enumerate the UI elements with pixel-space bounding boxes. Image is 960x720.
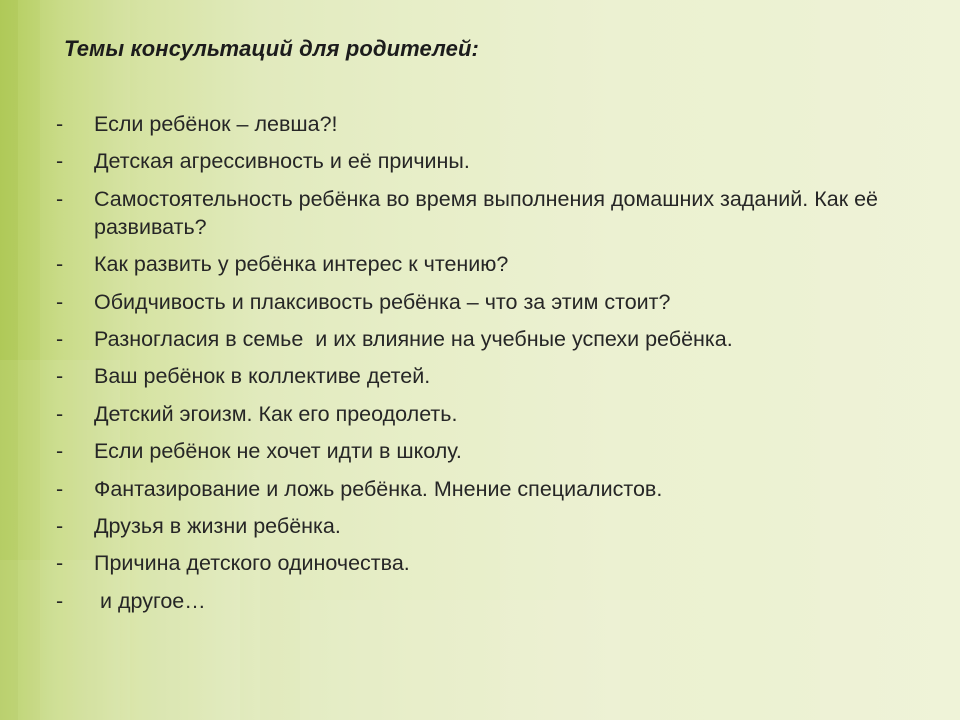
topic-text: Разногласия в семье и их влияние на учебные успехи ребёнка. (94, 326, 733, 351)
topic-text: Если ребёнок не хочет идти в школу. (94, 439, 462, 464)
topic-item (56, 512, 916, 540)
topic-text: Ваш ребёнок в коллективе детей. (94, 364, 431, 389)
topic-text: и другое… (94, 588, 206, 613)
topic-text: Фантазирование и ложь ребёнка. Мнение специалистов. (94, 476, 663, 501)
topic-item (56, 185, 916, 241)
topic-item (56, 362, 916, 390)
bullet-marker: - (56, 588, 64, 613)
bullet-marker: - (56, 149, 64, 174)
bullet-marker: - (56, 252, 64, 277)
bullet-marker: - (56, 476, 64, 501)
bullet-marker: - (56, 112, 64, 136)
topic-item (56, 110, 916, 138)
slide-title: Темы консультаций для родителей: (64, 36, 479, 61)
topic-item (56, 147, 916, 175)
topic-item (56, 250, 916, 278)
bullet-marker: - (56, 439, 64, 464)
topic-text: Причина детского одиночества. (94, 551, 410, 576)
topic-item (56, 475, 916, 503)
bullet-marker: - (56, 186, 64, 211)
topic-text: Если ребёнок – левша?! (94, 112, 338, 136)
topic-list (56, 110, 916, 624)
bullet-marker: - (56, 326, 64, 351)
topic-item (56, 587, 916, 615)
bullet-marker: - (56, 364, 64, 389)
topic-text: Обидчивость и плаксивость ребёнка – что за этим стоит? (94, 289, 671, 314)
bullet-marker: - (56, 289, 64, 314)
topic-item (56, 549, 916, 577)
topic-item (56, 400, 916, 428)
topic-text: Самостоятельность ребёнка во время выполнения домашних заданий. Как её развивать? (94, 186, 884, 239)
bullet-marker: - (56, 513, 64, 538)
bullet-marker: - (56, 551, 64, 576)
bullet-marker: - (56, 401, 64, 426)
topic-text: Друзья в жизни ребёнка. (94, 513, 341, 538)
topic-text: Как развить у ребёнка интерес к чтению? (94, 252, 509, 277)
topic-item (56, 437, 916, 465)
topic-item (56, 325, 916, 353)
topic-text: Детский эгоизм. Как его преодолеть. (94, 401, 458, 426)
topic-item (56, 288, 916, 316)
topic-text: Детская агрессивность и её причины. (94, 149, 470, 174)
